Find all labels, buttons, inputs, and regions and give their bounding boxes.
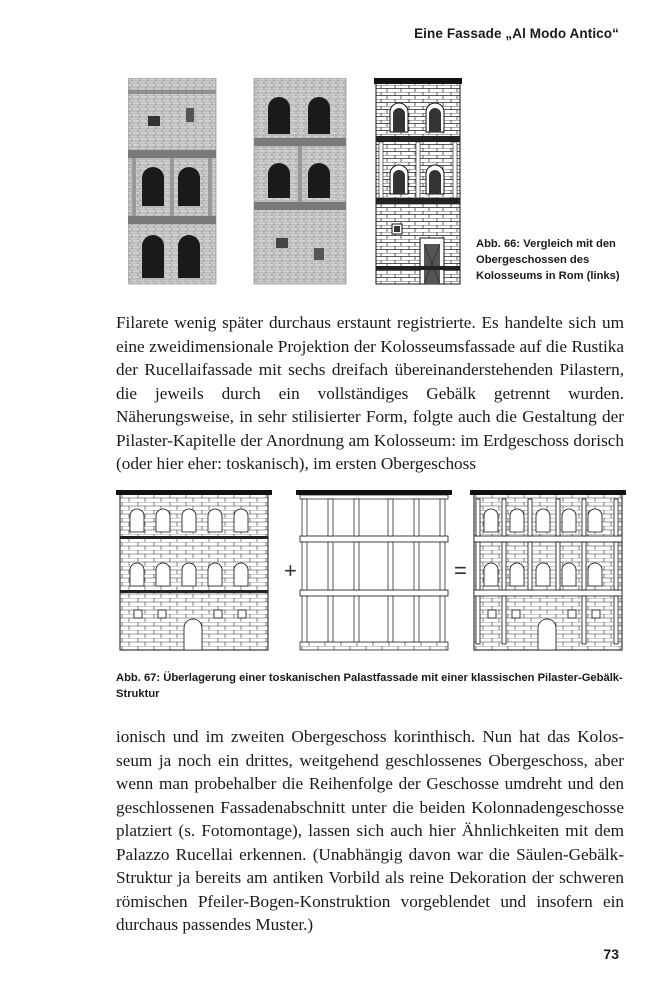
pilaster-entablature-structure bbox=[296, 490, 452, 650]
colosseum-photo-left bbox=[128, 78, 216, 284]
running-head: Eine Fassade „Al Modo Antico“ bbox=[414, 26, 619, 41]
figure-67 bbox=[116, 486, 632, 656]
tuscan-palace-facade bbox=[116, 490, 272, 650]
figure-67-caption bbox=[116, 670, 636, 702]
plus-sign: + bbox=[284, 558, 297, 583]
figure-66-label: Abb. 66: bbox=[476, 238, 521, 250]
paragraph-1: Filarete wenig später durchaus erstaunt registrierte. Es handelte sich um eine zweidimensionale Projektion der Kolosseumsfassade auf die Rustika der Rucellaifassade mit sechs dreifach übereinanderstehenden Pilastern, die jeweils durch ein vollständiges Gebälk getrennt wurden. Näherungsweise, in sehr stilisierter Form, folgte auch die Gestaltung der Pilaster-Kapitelle der Anordnung am Kolosseum: im Erdgeschoss dorisch (oder hier eher: toskanisch), im ersten Obergeschoss bbox=[116, 313, 624, 473]
figure-67-text: Überlagerung einer toskanischen Palastfassade mit einer klassischen Pilaster-Gebälk-Struktur bbox=[116, 672, 623, 700]
page-number: 73 bbox=[603, 946, 619, 962]
figure-66-text: Vergleich mit den Obergeschossen des Kolosseums in Rom (links) bbox=[476, 238, 620, 282]
figure-66-caption bbox=[476, 236, 636, 284]
rucellai-facade-drawing bbox=[374, 78, 462, 284]
figure-67-label: Abb. 67: bbox=[116, 672, 161, 684]
paragraph-2: ionisch und im zweiten Obergeschoss korinthisch. Nun hat das Kolosseum ja noch ein drittes, weitgehend geschlossenes Obergeschoss, aber wenn man probehalber die Reihenfolge der Geschosse umdreht und den geschlossenen Fassadenabschnitt unter die beiden Kolonnadengeschosse platziert (s. Fotomontage), lassen sich auch hier Ähnlichkeiten mit dem Palazzo Rucellai erkennen. (Unabhängig davon war die Säulen-Gebälk-Struktur ja bereits am antiken Vorbild als reine Dekoration der schweren römischen Pfeiler-Bogen-Konstruktion vorgeblendet und insofern ein durchaus passendes Muster.) bbox=[116, 727, 624, 934]
colosseum-photo-inverted bbox=[254, 78, 346, 284]
combined-facade bbox=[470, 490, 626, 650]
equals-sign: = bbox=[454, 558, 467, 583]
figure-66 bbox=[128, 78, 468, 286]
